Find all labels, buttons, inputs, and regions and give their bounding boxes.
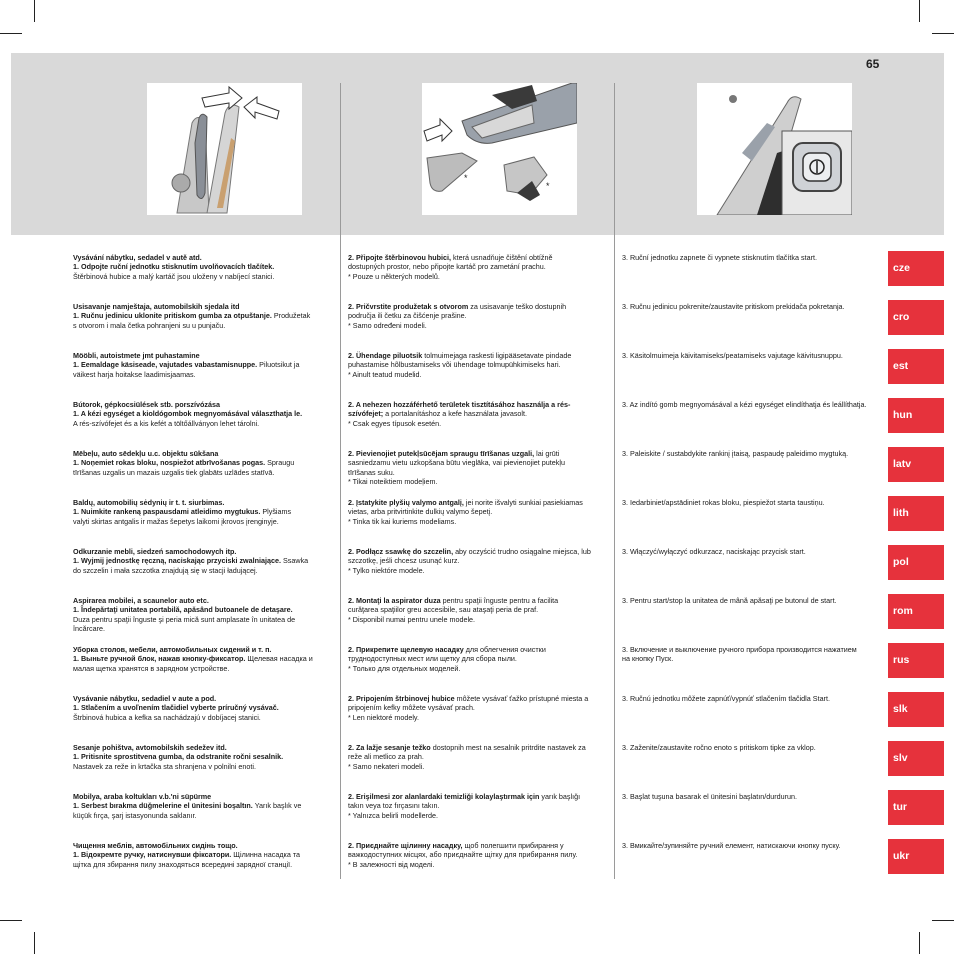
instruction-step-2 <box>348 449 610 487</box>
text-line <box>73 792 335 801</box>
normal-text: Ssawka <box>283 556 309 566</box>
text-line <box>73 654 335 663</box>
instruction-step-2 <box>348 645 610 673</box>
bold-text: 1. Serbest bırakma düğmelerine el ünitesini boşaltın. <box>73 801 255 811</box>
bold-text: 1. A kézi egységet a kioldógombok megnyomásával választhatja le. <box>73 409 303 419</box>
text-line <box>73 547 335 556</box>
bold-text: Mööbli, autoistmete jmt puhastamine <box>73 351 200 360</box>
instruction-step-3 <box>622 498 880 507</box>
text-line: * Samo nekateri modeli. <box>348 761 425 771</box>
bold-text: Mēbeļu, auto sēdekļu u.c. objektu sūkšana <box>73 449 219 458</box>
normal-text: lai grūti <box>536 449 560 458</box>
instruction-step-3 <box>622 351 880 360</box>
text-line: щітка для збирання пилу знаходяться всередині зарядної станції. <box>73 859 293 869</box>
asterisk-1: * <box>464 173 468 183</box>
instruction-step-1 <box>73 302 335 330</box>
text-line: s otvorom i mala četka pohranjeni su u punjaču. <box>73 320 226 330</box>
crop-mark <box>0 33 22 34</box>
normal-text: Щелевая насадка и <box>247 654 313 664</box>
language-tab-cro: cro <box>888 300 944 335</box>
instruction-step-2 <box>348 400 610 428</box>
normal-text: a portalanításhoz a kefe használata javasolt. <box>385 409 528 419</box>
normal-text: Щілинна насадка та <box>233 850 301 860</box>
text-line: područja ili četku za čišćenje prašine. <box>348 311 467 321</box>
text-line <box>73 262 335 271</box>
text-line <box>348 743 610 752</box>
language-tab-cze: cze <box>888 251 944 286</box>
normal-text: za usisavanje teško dostupnih <box>470 302 567 311</box>
text-line: важкодоступних місцях, або приєднайте щітку для прибирання пилу. <box>348 850 578 860</box>
bold-text: 2. Ühendage piluotsik <box>348 351 425 360</box>
instruction-step-2 <box>348 743 610 771</box>
text-line <box>348 645 610 654</box>
instruction-step-1 <box>73 351 335 379</box>
text-line: * Len niektoré modely. <box>348 712 419 722</box>
instruction-step-1 <box>73 596 335 634</box>
text-line: * Ainult teatud mudelid. <box>348 369 422 379</box>
instruction-step-3 <box>622 596 880 605</box>
text-line <box>348 409 610 418</box>
text-line: 3. Włączyć/wyłączyć odkurzacz, naciskając przycisk start. <box>622 547 806 556</box>
language-tab-hun: hun <box>888 398 944 433</box>
text-line: Štrbinová hubica a kefka sa nachádzajú v dobíjacej stanici. <box>73 712 261 722</box>
bold-text: Baldų, automobilių sėdynių ir t. t. siurbimas. <box>73 498 225 507</box>
text-line <box>73 841 335 850</box>
bold-text: 2. Прикрепите щелевую насадку <box>348 645 466 654</box>
text-line: * Tikai noteiktiem modeļiem. <box>348 477 438 487</box>
normal-text: Yarık başlık ve <box>254 801 302 811</box>
bold-text: Vysávanie nábytku, sedadiel v aute a pod. <box>73 694 217 703</box>
bold-text: Sesanje pohištva, avtomobilskih sedežev itd. <box>73 743 227 752</box>
text-line: reže ali metlico za prah. <box>348 752 424 762</box>
text-line <box>73 743 335 752</box>
bold-text: 1. Noņemiet rokas bloku, nospiežot atbrīvošanas pogas. <box>73 458 268 468</box>
text-line <box>73 449 335 458</box>
text-line: takın veya toz fırçasını takın. <box>348 801 440 811</box>
text-line: pripojením kefky môžete vysávať prach. <box>348 703 475 713</box>
column-divider <box>340 83 341 879</box>
text-line: valyti skirtas antgalis ir mažas šepetys laikomi įkrovos įrenginyje. <box>73 516 279 526</box>
crop-mark <box>34 0 35 22</box>
instruction-step-2 <box>348 351 610 379</box>
instruction-step-3 <box>622 547 880 556</box>
normal-text: dostopnih mest na sesalnik pritrdite nastavek za <box>432 743 586 752</box>
bold-text: 1. Stlačením a uvoľnením tlačidiel vyberte príručný vysávač. <box>73 703 279 713</box>
language-tab-est: est <box>888 349 944 384</box>
text-line <box>348 498 610 507</box>
bold-text: Mobilya, araba koltukları v.b.'ni süpürme <box>73 792 212 801</box>
text-line: 3. Pentru start/stop la unitatea de mână apăsaţi pe butonul de start. <box>622 596 837 605</box>
text-line <box>73 409 335 418</box>
crop-mark <box>932 920 954 921</box>
text-line: tīrīšanas uzgalis un mazais uzgalis tiek glabāts uzlādes statīvā. <box>73 467 275 477</box>
text-line <box>348 694 610 703</box>
instruction-step-3 <box>622 302 880 311</box>
text-line <box>73 596 335 605</box>
instruction-step-2 <box>348 792 610 820</box>
text-line <box>348 792 610 801</box>
text-line <box>348 400 610 409</box>
normal-text: для облегчения очистки <box>465 645 546 654</box>
language-tab-ukr: ukr <box>888 839 944 874</box>
text-line <box>73 752 335 761</box>
text-line <box>73 556 335 565</box>
bold-text: 2. Montaţi la aspirator duza <box>348 596 443 605</box>
bold-text: Odkurzanie mebli, siedzeń samochodowych itp. <box>73 547 237 556</box>
normal-text: jei norite išvalyti sunkiai pasiekiamas <box>465 498 583 507</box>
text-line: 3. Az indító gomb megnyomásával a kézi egységet elindíthatja és leállíthatja. <box>622 400 867 409</box>
start-button-illustration <box>697 83 852 215</box>
language-tab-slk: slk <box>888 692 944 727</box>
language-tab-slv: slv <box>888 741 944 776</box>
language-tab-rus: rus <box>888 643 944 678</box>
text-line: 3. Включение и выключение ручного прибора производится нажатием <box>622 645 857 654</box>
instruction-step-2 <box>348 596 610 624</box>
text-line: * Tinka tik kai kuriems modeliams. <box>348 516 457 526</box>
instruction-step-1 <box>73 694 335 722</box>
bold-text: 2. Приєднайте щілинну насадку, <box>348 841 465 850</box>
language-tab-latv: latv <box>888 447 944 482</box>
text-line: * В залежності від моделі. <box>348 859 435 869</box>
normal-text: môžete vysávať ťažko prístupné miesta a <box>456 694 589 703</box>
normal-text: Plyšiams <box>262 507 292 517</box>
text-line <box>73 311 335 320</box>
text-line <box>73 400 335 409</box>
bold-text: Vysávání nábytku, sedadel v autě atd. <box>73 253 202 262</box>
normal-text: pentru spaţii înguste pentru a facilita <box>442 596 559 605</box>
text-line <box>73 498 335 507</box>
instruction-step-3 <box>622 841 880 850</box>
text-line: 3. Ruční jednotku zapnete či vypnete stisknutím tlačítka start. <box>622 253 817 262</box>
bold-text: 1. Выньте ручной блок, нажав кнопку-фиксатор. <box>73 654 248 664</box>
text-line <box>73 302 335 311</box>
text-line: 3. Вмикайте/зупиняйте ручний елемент, натискаючи кнопку пуску. <box>622 841 841 850</box>
bold-text: szívófejet; <box>348 409 386 419</box>
text-line: на кнопку Пуск. <box>622 654 674 664</box>
bold-text: Aspirarea mobilei, a scaunelor auto etc. <box>73 596 209 605</box>
text-line: * Csak egyes típusok esetén. <box>348 418 442 428</box>
crop-mark <box>0 920 22 921</box>
bold-text: Bútorok, gépkocsiülések stb. porszívózása <box>73 400 220 409</box>
vacuum-detach-illustration <box>147 83 302 215</box>
instruction-step-2 <box>348 498 610 526</box>
language-tab-rom: rom <box>888 594 944 629</box>
crop-mark <box>919 0 920 22</box>
text-line: 3. Käsitolmuimeja käivitamiseks/peatamiseks vajutage käivitusnuppu. <box>622 351 843 360</box>
bold-text: Usisavanje namještaja, automobilskih sjedala itd <box>73 302 240 311</box>
text-line: küçük fırça, şarj istasyonunda saklanır. <box>73 810 197 820</box>
bold-text: 1. Îndepărtaţi unitatea portabilă, apăsând butoanele de detaşare. <box>73 605 293 615</box>
language-tab-tur: tur <box>888 790 944 825</box>
text-line: dostupných prostor, nebo připojte kartáč pro zametání prachu. <box>348 262 546 272</box>
text-line <box>348 449 610 458</box>
text-line <box>348 351 610 360</box>
instruction-step-2 <box>348 694 610 722</box>
bold-text: 1. Ručnu jedinicu uklonite pritiskom gumba za otpuštanje. <box>73 311 274 321</box>
text-line: * Только для отдельных моделей. <box>348 663 461 673</box>
bold-text: 1. Відокремте ручку, натиснувши фіксатори. <box>73 850 234 860</box>
attachments-illustration <box>422 83 577 215</box>
text-line: труднодоступных мест или щетку для сбора пыли. <box>348 654 517 664</box>
text-line: curăţarea spaţiilor greu accesibile, sau ataşaţi peria de praf. <box>348 605 539 615</box>
text-line: 3. Ručnu jedinicu pokrenite/zaustavite pritiskom prekidača pokretanja. <box>622 302 845 311</box>
crop-mark <box>34 932 35 954</box>
normal-text: Produžetak <box>273 311 311 321</box>
text-line: vietas, arba pritvirtinkite dulkių valymo šepetį. <box>348 507 493 517</box>
instruction-step-1 <box>73 400 335 428</box>
instruction-step-1 <box>73 547 335 575</box>
text-line <box>73 694 335 703</box>
bold-text: 2. Za lažje sesanje težko <box>348 743 433 752</box>
text-line: sasniedzamu vietu uzkopšana būtu vieglāka, vai pievienojiet putekļu <box>348 458 565 468</box>
instruction-step-3 <box>622 645 880 664</box>
bold-text: 1. Wyjmij jednostkę ręczną, naciskając przyciski zwalniające. <box>73 556 284 566</box>
text-line: puhastamise hõlbustamiseks või ühendage tolmupühkimiseks hari. <box>348 360 561 370</box>
normal-text: tolmuimejaga raskesti ligipääsetavate pindade <box>424 351 572 360</box>
text-line: 3. Başlat tuşuna basarak el ünitesini başlatın/durdurun. <box>622 792 798 801</box>
text-line: A rés-szívófejet és a kis kefét a töltőállványon lehet tárolni. <box>73 418 260 428</box>
text-line: do szczelin i mała szczotka znajdują się w stacji ładującej. <box>73 565 258 575</box>
language-tab-lith: lith <box>888 496 944 531</box>
bold-text: 2. Erişilmesi zor alanlardaki temizliği kolaylaştırmak için <box>348 792 542 801</box>
instruction-step-1 <box>73 645 335 673</box>
bold-text: 1. Eemaldage käsiseade, vajutades vabastamisnuppe. <box>73 360 260 370</box>
text-line: Duza pentru spaţii înguste şi peria mică sunt amplasate în unitatea de <box>73 614 296 624</box>
text-line: Štěrbinová hubice a malý kartáč jsou uloženy v nabíjecí stanici. <box>73 271 275 281</box>
bold-text: 1. Pritisnite sprostitvena gumba, da odstranite ročni sesalnik. <box>73 752 284 762</box>
instruction-step-2 <box>348 302 610 330</box>
instruction-step-1 <box>73 743 335 771</box>
instruction-step-2 <box>348 253 610 281</box>
instruction-step-3 <box>622 743 880 752</box>
text-line: Nastavek za reže in krtačka sta shranjena v polnilni enoti. <box>73 761 256 771</box>
text-line: szczotkę, jeśli chcesz usunąć kurz. <box>348 556 460 566</box>
language-tab-pol: pol <box>888 545 944 580</box>
bold-text: Чищення меблів, автомобільних сидінь тощо. <box>73 841 238 850</box>
instruction-step-3 <box>622 253 880 262</box>
column-divider <box>614 83 615 879</box>
text-line: 3. Paleiskite / sustabdykite rankinį įtaisą, paspaudę paleidimo mygtuką. <box>622 449 849 458</box>
normal-text: щоб полегшити прибирання у <box>464 841 564 850</box>
text-line: încărcare. <box>73 624 105 634</box>
text-line: * Pouze u některých modelů. <box>348 271 440 281</box>
bold-text: 2. A nehezen hozzáférhető területek tisztításához használja a rés- <box>348 400 571 409</box>
text-line <box>348 302 610 311</box>
text-line: 3. Ručnú jednotku môžete zapnúť/vypnúť stlačením tlačidla Start. <box>622 694 830 703</box>
instruction-step-3 <box>622 400 880 409</box>
instruction-step-3 <box>622 792 880 801</box>
text-line <box>73 507 335 516</box>
text-line <box>73 351 335 360</box>
asterisk-2: * <box>546 181 550 191</box>
text-line <box>73 703 335 712</box>
instruction-step-3 <box>622 694 880 703</box>
text-line <box>73 850 335 859</box>
text-line: малая щетка хранятся в зарядном устройстве. <box>73 663 230 673</box>
text-line: 3. Iedarbiniet/apstādiniet rokas bloku, piespiežot starta taustiņu. <box>622 498 825 507</box>
page-number: 65 <box>866 57 880 71</box>
text-line: * Disponibil numai pentru unele modele. <box>348 614 476 624</box>
text-line <box>73 360 335 369</box>
text-line <box>73 801 335 810</box>
instruction-step-3 <box>622 449 880 458</box>
instruction-step-1 <box>73 498 335 526</box>
text-line <box>348 547 610 556</box>
text-line <box>73 645 335 654</box>
instruction-step-1 <box>73 792 335 820</box>
instruction-step-1 <box>73 253 335 281</box>
text-line: * Yalnızca belirli modellerde. <box>348 810 439 820</box>
bold-text: 1. Nuimkite rankeną paspausdami atleidimo mygtukus. <box>73 507 263 517</box>
text-line <box>348 596 610 605</box>
text-line <box>348 253 610 262</box>
bold-text: 1. Odpojte ruční jednotku stisknutím uvolňovacích tlačítek. <box>73 262 275 272</box>
text-line <box>73 605 335 614</box>
bold-text: 2. Įstatykite plyšių valymo antgalį, <box>348 498 466 507</box>
bold-text: 2. Pripojením štrbinovej hubice <box>348 694 457 703</box>
crop-mark <box>932 33 954 34</box>
normal-text: aby oczyścić trudno osiągalne miejsca, lub <box>455 547 591 556</box>
instruction-step-1 <box>73 841 335 869</box>
bold-text: 2. Připojte štěrbinovou hubici, <box>348 253 454 262</box>
normal-text: yarık başlığı <box>541 792 581 801</box>
text-line: 3. Zaženite/zaustavite ročno enoto s pritiskom tipke za vklop. <box>622 743 816 752</box>
instruction-step-1 <box>73 449 335 477</box>
text-line: * Samo određeni modeli. <box>348 320 427 330</box>
text-line <box>348 841 610 850</box>
text-line: tīrīšanas suku. <box>348 467 395 477</box>
text-line: väikest harja hoitakse laadimisjaamas. <box>73 369 196 379</box>
text-line: * Tylko niektóre modele. <box>348 565 425 575</box>
normal-text: Spraugu <box>267 458 295 468</box>
bold-text: 2. Pievienojiet putekļsūcējam spraugu tīrīšanas uzgali, <box>348 449 537 458</box>
crop-mark <box>919 932 920 954</box>
instruction-step-2 <box>348 547 610 575</box>
bold-text: Уборка столов, мебели, автомобильных сидений и т. п. <box>73 645 272 654</box>
instruction-step-2 <box>348 841 610 869</box>
normal-text: která usnadňuje čištění obtížně <box>453 253 553 262</box>
text-line <box>73 458 335 467</box>
bold-text: 2. Pričvrstite produžetak s otvorom <box>348 302 471 311</box>
text-line <box>73 253 335 262</box>
normal-text: Piluotsikut ja <box>259 360 300 370</box>
bold-text: 2. Podłącz ssawkę do szczelin, <box>348 547 456 556</box>
